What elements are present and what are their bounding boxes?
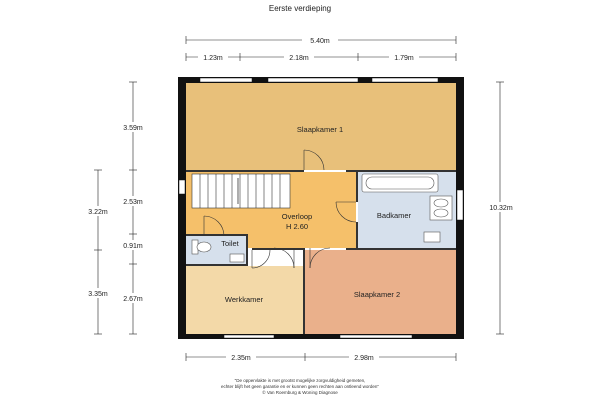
room-label-overloop-height: H 2.60 bbox=[285, 222, 309, 231]
shower-icon bbox=[424, 232, 440, 242]
dim-left-4: 2.67m bbox=[123, 296, 143, 303]
room-label-toilet: Toilet bbox=[221, 239, 239, 248]
floor-title: Eerste verdieping bbox=[268, 4, 332, 13]
room-label-slaapkamer-1: Slaapkamer 1 bbox=[296, 125, 344, 134]
disclaimer-line-2: echter blijft het geen garantie en er kunnen geen rechten aan ontleend worden" bbox=[221, 384, 379, 389]
room-label-overloop: Overloop bbox=[281, 212, 313, 221]
dim-top-total: 5.40m bbox=[310, 38, 330, 45]
dim-top-3: 1.79m bbox=[394, 55, 414, 62]
room-label-werkkamer: Werkkamer bbox=[224, 295, 264, 304]
dim-bottom-2: 2.98m bbox=[354, 355, 374, 362]
disclaimer-line-1: "De oppervlakte is met grootst mogelijke zorgvuldigheid gemeten, bbox=[234, 378, 366, 383]
room-label-slaapkamer-2: Slaapkamer 2 bbox=[353, 290, 401, 299]
disclaimer-line-3: © Van Roemburg & Woning Diagnose bbox=[262, 390, 338, 395]
dim-top-1: 1.23m bbox=[203, 55, 223, 62]
dim-top-2: 2.18m bbox=[289, 55, 309, 62]
dim-left-2: 2.53m bbox=[123, 199, 143, 206]
dim-bottom-1: 2.35m bbox=[231, 355, 251, 362]
dim-left-3: 0.91m bbox=[123, 243, 143, 250]
dim-left-1: 3.59m bbox=[123, 125, 143, 132]
bathtub-icon bbox=[362, 174, 438, 192]
washbasin-icon bbox=[430, 196, 452, 220]
dim-outer-1: 3.22m bbox=[88, 209, 108, 216]
sink-icon bbox=[230, 254, 244, 262]
staircase bbox=[192, 174, 290, 208]
dim-right-total: 10.32m bbox=[489, 205, 513, 212]
window-top bbox=[200, 78, 438, 82]
room-label-badkamer: Badkamer bbox=[376, 211, 412, 220]
dim-outer-2: 3.35m bbox=[88, 291, 108, 298]
